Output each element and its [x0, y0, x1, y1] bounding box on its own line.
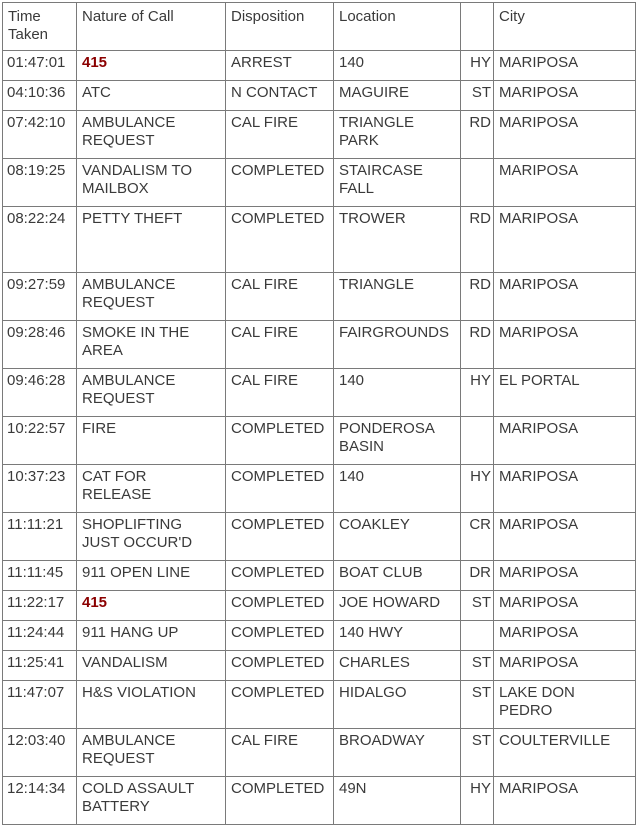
time-cell: 09:28:46 — [3, 321, 77, 369]
location-cell: TROWER — [334, 207, 461, 273]
nature-of-call-cell: VANDALISM — [77, 651, 226, 681]
nature-of-call-cell: SHOPLIFTING JUST OCCUR'D — [77, 513, 226, 561]
street-suffix-cell: ST — [461, 651, 494, 681]
location-cell: 49N — [334, 777, 461, 825]
location-cell: MAGUIRE — [334, 81, 461, 111]
header-time-taken: Time Taken — [3, 3, 77, 51]
city-cell: EL PORTAL — [494, 369, 636, 417]
table-row — [3, 651, 636, 681]
disposition-cell: COMPLETED — [226, 465, 334, 513]
table-row — [3, 159, 636, 207]
location-cell: TRIANGLE — [334, 273, 461, 321]
disposition-cell: CAL FIRE — [226, 273, 334, 321]
disposition-cell: CAL FIRE — [226, 729, 334, 777]
header-street-suffix — [461, 3, 494, 51]
table-row — [3, 621, 636, 651]
disposition-cell: CAL FIRE — [226, 111, 334, 159]
city-cell: COULTERVILLE — [494, 729, 636, 777]
location-cell: STAIRCASE FALL — [334, 159, 461, 207]
nature-of-call-cell: H&S VIOLATION — [77, 681, 226, 729]
street-suffix-cell: ST — [461, 81, 494, 111]
table-row — [3, 111, 636, 159]
nature-of-call-cell: CAT FOR RELEASE — [77, 465, 226, 513]
street-suffix-cell — [461, 621, 494, 651]
nature-of-call-cell: 911 HANG UP — [77, 621, 226, 651]
nature-of-call-cell: FIRE — [77, 417, 226, 465]
city-cell: MARIPOSA — [494, 513, 636, 561]
location-cell: JOE HOWARD — [334, 591, 461, 621]
call-log-body — [3, 51, 636, 825]
table-row — [3, 465, 636, 513]
disposition-cell: COMPLETED — [226, 591, 334, 621]
location-cell: TRIANGLE PARK — [334, 111, 461, 159]
disposition-cell: COMPLETED — [226, 777, 334, 825]
city-cell: MARIPOSA — [494, 321, 636, 369]
header-city: City — [494, 3, 636, 51]
table-row — [3, 561, 636, 591]
time-cell: 11:24:44 — [3, 621, 77, 651]
street-suffix-cell: RD — [461, 207, 494, 273]
disposition-cell: COMPLETED — [226, 561, 334, 591]
table-row — [3, 369, 636, 417]
table-row — [3, 513, 636, 561]
street-suffix-cell: DR — [461, 561, 494, 591]
location-cell: BROADWAY — [334, 729, 461, 777]
street-suffix-cell: HY — [461, 465, 494, 513]
disposition-cell: COMPLETED — [226, 159, 334, 207]
disposition-cell: N CONTACT — [226, 81, 334, 111]
street-suffix-cell: HY — [461, 369, 494, 417]
location-cell: BOAT CLUB — [334, 561, 461, 591]
location-cell: PONDEROSA BASIN — [334, 417, 461, 465]
nature-of-call-cell: ATC — [77, 81, 226, 111]
disposition-cell: CAL FIRE — [226, 321, 334, 369]
disposition-cell: COMPLETED — [226, 417, 334, 465]
time-cell: 10:37:23 — [3, 465, 77, 513]
street-suffix-cell — [461, 159, 494, 207]
street-suffix-cell: ST — [461, 681, 494, 729]
time-cell: 11:22:17 — [3, 591, 77, 621]
location-cell: 140 HWY — [334, 621, 461, 651]
disposition-cell: COMPLETED — [226, 621, 334, 651]
street-suffix-cell: HY — [461, 777, 494, 825]
city-cell: MARIPOSA — [494, 207, 636, 273]
table-row — [3, 591, 636, 621]
nature-of-call-cell: COLD ASSAULT BATTERY — [77, 777, 226, 825]
disposition-cell: COMPLETED — [226, 681, 334, 729]
city-cell: MARIPOSA — [494, 273, 636, 321]
location-cell: 140 — [334, 465, 461, 513]
time-cell: 09:46:28 — [3, 369, 77, 417]
table-row — [3, 273, 636, 321]
time-cell: 08:19:25 — [3, 159, 77, 207]
nature-of-call-cell: VANDALISM TO MAILBOX — [77, 159, 226, 207]
nature-of-call-cell: AMBULANCE REQUEST — [77, 111, 226, 159]
street-suffix-cell: HY — [461, 51, 494, 81]
nature-of-call-cell: 415 — [77, 51, 226, 81]
location-cell: COAKLEY — [334, 513, 461, 561]
nature-of-call-cell: 911 OPEN LINE — [77, 561, 226, 591]
disposition-cell: ARREST — [226, 51, 334, 81]
city-cell: MARIPOSA — [494, 591, 636, 621]
location-cell: CHARLES — [334, 651, 461, 681]
nature-of-call-cell: PETTY THEFT — [77, 207, 226, 273]
location-cell: 140 — [334, 51, 461, 81]
disposition-cell: COMPLETED — [226, 651, 334, 681]
street-suffix-cell: RD — [461, 321, 494, 369]
street-suffix-cell: ST — [461, 729, 494, 777]
city-cell: MARIPOSA — [494, 651, 636, 681]
time-cell: 11:47:07 — [3, 681, 77, 729]
table-row — [3, 207, 636, 273]
city-cell: MARIPOSA — [494, 159, 636, 207]
city-cell: MARIPOSA — [494, 111, 636, 159]
nature-of-call-cell: SMOKE IN THE AREA — [77, 321, 226, 369]
city-cell: MARIPOSA — [494, 417, 636, 465]
header-disposition: Disposition — [226, 3, 334, 51]
time-cell: 09:27:59 — [3, 273, 77, 321]
time-cell: 07:42:10 — [3, 111, 77, 159]
location-cell: HIDALGO — [334, 681, 461, 729]
time-cell: 11:11:21 — [3, 513, 77, 561]
call-log-table — [2, 2, 636, 825]
nature-of-call-cell: 415 — [77, 591, 226, 621]
table-row — [3, 417, 636, 465]
nature-of-call-cell: AMBULANCE REQUEST — [77, 729, 226, 777]
nature-of-call-cell: AMBULANCE REQUEST — [77, 273, 226, 321]
header-location: Location — [334, 3, 461, 51]
street-suffix-cell: RD — [461, 273, 494, 321]
city-cell: MARIPOSA — [494, 465, 636, 513]
time-cell: 08:22:24 — [3, 207, 77, 273]
location-cell: FAIRGROUNDS — [334, 321, 461, 369]
time-cell: 11:11:45 — [3, 561, 77, 591]
city-cell: MARIPOSA — [494, 81, 636, 111]
location-cell: 140 — [334, 369, 461, 417]
nature-of-call-cell: AMBULANCE REQUEST — [77, 369, 226, 417]
city-cell: MARIPOSA — [494, 561, 636, 591]
disposition-cell: COMPLETED — [226, 513, 334, 561]
city-cell: MARIPOSA — [494, 621, 636, 651]
header-nature-of-call: Nature of Call — [77, 3, 226, 51]
city-cell: MARIPOSA — [494, 777, 636, 825]
time-cell: 04:10:36 — [3, 81, 77, 111]
disposition-cell: CAL FIRE — [226, 369, 334, 417]
street-suffix-cell: CR — [461, 513, 494, 561]
time-cell: 11:25:41 — [3, 651, 77, 681]
street-suffix-cell: ST — [461, 591, 494, 621]
city-cell: MARIPOSA — [494, 51, 636, 81]
street-suffix-cell — [461, 417, 494, 465]
table-row — [3, 81, 636, 111]
table-row — [3, 729, 636, 777]
city-cell: LAKE DON PEDRO — [494, 681, 636, 729]
time-cell: 01:47:01 — [3, 51, 77, 81]
time-cell: 10:22:57 — [3, 417, 77, 465]
table-row — [3, 777, 636, 825]
table-row — [3, 681, 636, 729]
street-suffix-cell: RD — [461, 111, 494, 159]
table-row — [3, 321, 636, 369]
header-row — [3, 3, 636, 51]
table-row — [3, 51, 636, 81]
disposition-cell: COMPLETED — [226, 207, 334, 273]
time-cell: 12:14:34 — [3, 777, 77, 825]
time-cell: 12:03:40 — [3, 729, 77, 777]
